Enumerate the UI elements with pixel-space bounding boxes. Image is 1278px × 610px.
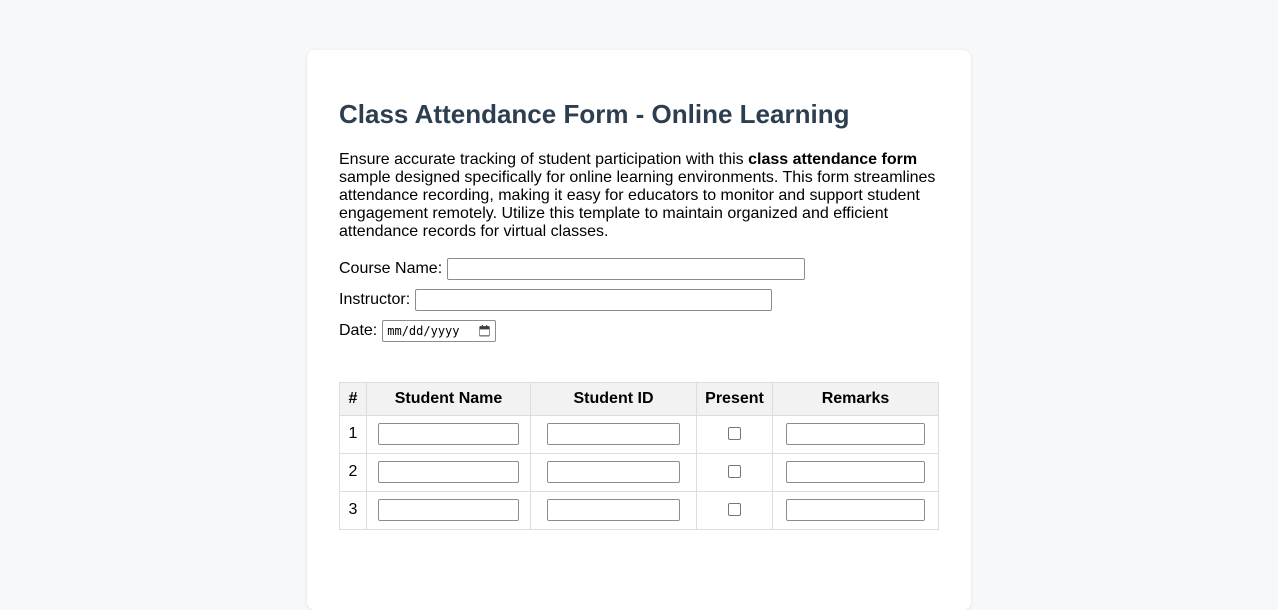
instructor-row [339,289,939,311]
course-name-input[interactable] [447,258,805,280]
row-number-cell [340,491,367,529]
remarks-cell [773,415,939,453]
intro-text-after: sample designed specifically for online learning environments. This form streamlines attendance recording, making it easy for educators to monitor and support student engagement remotely. Utilize this template to maintain organized and efficient attendance records for virtual classes. [339,168,936,240]
remarks-cell [773,491,939,529]
intro-paragraph [339,151,939,241]
remarks-input[interactable] [786,423,925,445]
attendance-form-card [307,50,971,610]
student-id-input[interactable] [547,499,680,521]
student-name-cell [367,453,531,491]
date-row [339,320,939,342]
attendance-table-head [340,382,939,415]
present-cell [697,453,773,491]
remarks-cell [773,453,939,491]
course-name-row [339,258,939,280]
calendar-icon[interactable] [478,324,491,338]
remarks-input[interactable] [786,499,925,521]
row-number: 1 [348,425,358,443]
student-id-cell [531,415,697,453]
instructor-label: Instructor: [339,290,411,308]
instructor-input[interactable] [415,289,772,311]
student-id-input[interactable] [547,423,680,445]
date-input[interactable] [382,320,496,342]
student-name-input[interactable] [378,423,519,445]
table-row [340,491,939,529]
present-cell [697,415,773,453]
present-cell [697,491,773,529]
header-row [340,382,939,415]
header-present: Present [697,382,773,415]
date-placeholder: mm/dd/yyyy [387,323,460,338]
student-name-input[interactable] [378,499,519,521]
header-student-id: Student ID [531,382,697,415]
header-num: # [340,382,367,415]
attendance-table [339,382,939,530]
student-name-input[interactable] [378,461,519,483]
row-number: 2 [348,463,358,481]
page-title: Class Attendance Form - Online Learning [339,99,850,129]
row-number: 3 [348,501,358,519]
header-remarks: Remarks [773,382,939,415]
date-label: Date: [339,321,378,339]
course-name-label: Course Name: [339,259,443,277]
row-number-cell [340,453,367,491]
row-number-cell [340,415,367,453]
header-student-name: Student Name [367,382,531,415]
table-row [340,415,939,453]
present-checkbox[interactable] [728,503,741,516]
attendance-table-body [340,415,939,529]
present-checkbox[interactable] [728,465,741,478]
student-name-cell [367,491,531,529]
student-id-cell [531,491,697,529]
student-id-cell [531,453,697,491]
student-name-cell [367,415,531,453]
remarks-input[interactable] [786,461,925,483]
table-row [340,453,939,491]
present-checkbox[interactable] [728,427,741,440]
intro-text-bold: class attendance form [748,150,918,168]
student-id-input[interactable] [547,461,680,483]
intro-text-before: Ensure accurate tracking of student participation with this [339,150,749,168]
